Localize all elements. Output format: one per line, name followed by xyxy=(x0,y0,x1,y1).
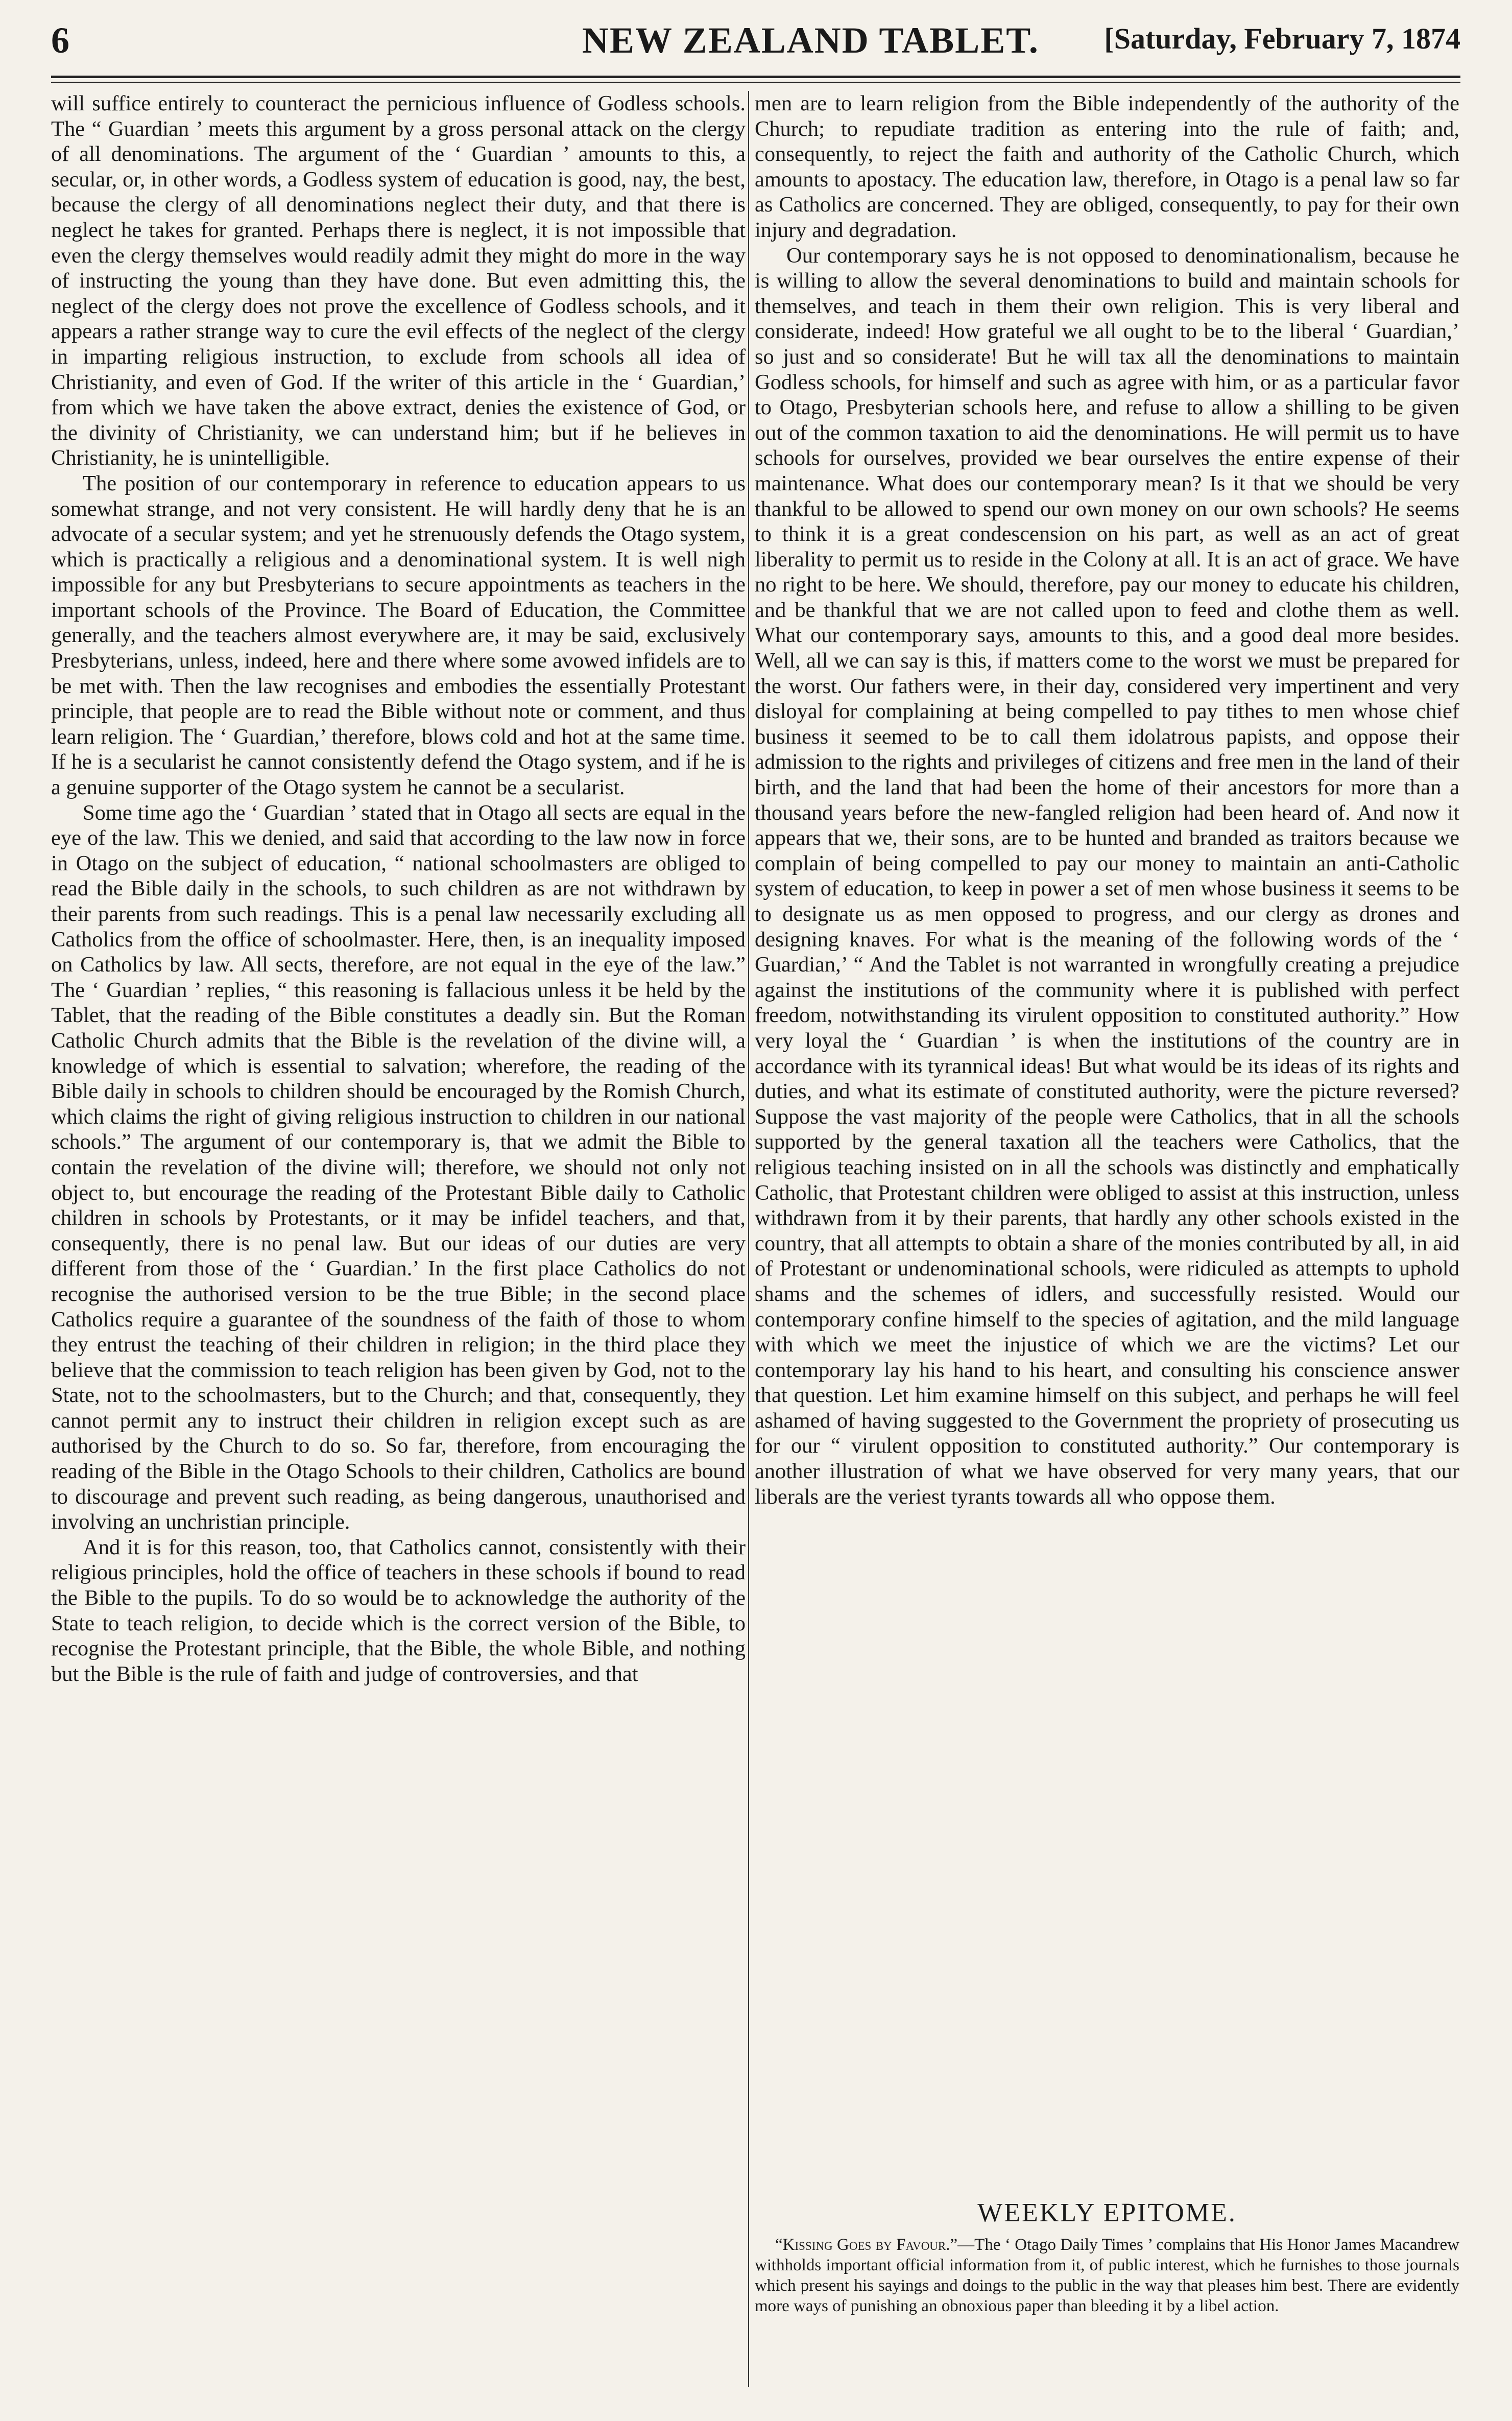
section-heading: WEEKLY EPITOME. xyxy=(977,2198,1237,2227)
article-paragraph: And it is for this reason, too, that Catholics cannot, consistently with their religious principles, hold the office of teachers in these schools if bound to read the Bible to the pupils. To do so would be to acknowledge the authority of the State to teach religion, to decide which is the correct version of the Bible, to recognise the Protestant principle, that the Bible, the whole Bible, and nothing but the Bible is the rule of faith and judge of controversies, and that xyxy=(51,1535,746,1686)
masthead-rule-thin xyxy=(51,82,1460,83)
epitome-item xyxy=(755,2235,1459,2316)
article-paragraph: Our contemporary says he is not opposed to denominationalism, because he is willing to allow the several denominations to build and maintain schools for themselves, and teach in them their own religion. This is very liberal and considerate, indeed! How grateful we all ought to be to the liberal ‘ Guardian,’ so just and so considerate! But he will tax all the denominations to maintain Godless schools, for himself and such as agree with him, or as a particular favor to Otago, Presbyterian schools here, and refuse to allow a shilling to be given out of the common taxation to aid the denominations. He will permit us to have schools for ourselves, provided we bear ourselves the entire expense of their maintenance. What does our contemporary mean? Is it that we should be very thankful to be allowed to spend our own money on our own schools? He seems to think it is a great condescension on his part, as well as an act of great liberality to permit us to reside in the Colony at all. It is an act of grace. We have no right to be here. We should, therefore, pay our money to educate his children, and be thankful that we are not called upon to feed and clothe them as well. What our contemporary says, amounts to this, and a good deal more besides. Well, all we can say is this, if matters come to the worst we must be prepared for the worst. Our fathers were, in their day, considered very impertinent and very disloyal for complaining at being compelled to pay tithes to men whose chief business it seemed to be to call them idolatrous papists, and oppose their admission to the rights and privileges of citizens and free men in the land of their birth, and the land that had been the home of their ancestors for more than a thousand years before the new-fangled religion had been heard of. And now it appears that we, their sons, are to be hunted and branded as traitors because we complain of being compelled to pay our money to maintain an anti-Catholic system of education, to keep in power a set of men whose business it seems to be to designate us as men opposed to progress, and our clergy as drones and designing knaves. For what is the meaning of the following words of the ‘ Guardian,’ “ And the Tablet is not warranted in wrongfully creating a prejudice against the institutions of the community where it is published with perfect freedom, notwithstanding its virulent opposition to constituted authority.” How very loyal the ‘ Guardian ’ is when the institutions of the country are in accordance with its tyrannical ideas! But what would be its ideas of its rights and duties, and what its estimate of constituted authority, were the picture reversed? Suppose the vast majority of the people were Catholics, that in all the schools supported by the general taxation all the teachers were Catholics, that the religious teaching insisted on in all the schools was distinctly and emphatically Catholic, that Protestant children were obliged to assist at this instruction, unless withdrawn from it by their parents, that hardly any other schools existed in the country, that all attempts to obtain a share of the monies contributed by all, in aid of Protestant or undenominational schools, were ridiculed as attempts to uphold shams and the schemes of idlers, and successfully resisted. Would our contemporary confine himself to the species of agitation, and the mild language with which we meet the injustice of which we are the victims? Let our contemporary lay his hand to his heart, and consulting his conscience answer that question. Let him examine himself on this subject, and perhaps he will feel ashamed of having suggested to the Government the propriety of prosecuting us for our “ virulent opposition to constituted authority.” Our contemporary is another illustration of what we have observed for very many years, that our liberals are the veriest tyrants towards all who oppose them. xyxy=(755,243,1459,1509)
left-column xyxy=(51,91,746,1687)
column-divider xyxy=(748,91,749,2387)
right-column xyxy=(755,91,1459,1509)
issue-date: [Saturday, February 7, 1874 xyxy=(1104,22,1460,55)
epitome-item-text: —The ‘ Otago Daily Times ’ complains that His Honor James Macandrew withholds important official information from it, of public interest, which he furnishes to those journals which present his sayings and doings to the public in the way that pleases him best. There are evidently more ways of punishing an obnoxious paper than bleeding it by a libel action. xyxy=(755,2236,1459,2315)
page-number: 6 xyxy=(51,20,69,61)
masthead-rule xyxy=(51,76,1460,78)
masthead xyxy=(51,15,1460,72)
article-paragraph: will suffice entirely to counteract the pernicious influence of Godless schools. The “ Guardian ’ meets this argument by a gross personal attack on the clergy of all denominations. The argument of the ‘ Guardian ’ amounts to this, a secular, or, in other words, a Godless system of education is good, nay, the best, because the clergy of all denominations neglect their duty, and that there is neglect he takes for granted. Perhaps there is neglect, it is not impossible that even the clergy themselves would readily admit they might do more in the way of instructing the young than they have done. But even admitting this, the neglect of the clergy does not prove the excellence of Godless schools, and it appears a rather strange way to cure the evil effects of the neglect of the clergy in imparting religious instruction, to exclude from schools all idea of Christianity, and even of God. If the writer of this article in the ‘ Guardian,’ from which we have taken the above extract, denies the existence of God, or the divinity of Christianity, we can understand him; but if he believes in Christianity, he is unintelligible. xyxy=(51,91,746,470)
article-paragraph: men are to learn religion from the Bible independently of the authority of the Church; to repudiate tradition as entering into the rule of faith; and, consequently, to reject the faith and authority of the Catholic Church, which amounts to apostacy. The education law, therefore, in Otago is a penal law so far as Catholics are concerned. They are obliged, consequently, to pay for their own injury and degradation. xyxy=(755,91,1459,242)
newspaper-title: NEW ZEALAND TABLET. xyxy=(582,20,1039,61)
article-paragraph: Some time ago the ‘ Guardian ’ stated that in Otago all sects are equal in the eye of the law. This we denied, and said that according to the law now in force in Otago on the subject of education, “ national schoolmasters are obliged to read the Bible daily in the schools, to such children as are not withdrawn by their parents from such readings. This is a penal law necessarily excluding all Catholics from the office of schoolmaster. Here, then, is an inequality imposed on Catholics by law. All sects, therefore, are not equal in the eye of the law.” The ‘ Guardian ’ replies, “ this reasoning is fallacious unless it be held by the Tablet, that the reading of the Bible constitutes a deadly sin. But the Roman Catholic Church admits that the Bible is the revelation of the divine will, a knowledge of which is essential to salvation; wherefore, the reading of the Bible daily in schools to children should be encouraged by the Romish Church, which claims the right of giving religious instruction to children in our national schools.” The argument of our contemporary is, that we admit the Bible to contain the revelation of the divine will; therefore, we should not only not object to, but encourage the reading of the Protestant Bible daily to Catholic children in schools by Protestants, or it may be infidel teachers, and that, consequently, there is no penal law. But our ideas of our duties are very different from those of the ‘ Guardian.’ In the first place Catholics do not recognise the authorised version to be the true Bible; in the second place Catholics require a guarantee of the soundness of the faith of those to whom they entrust the teaching of their children in religion; in the third place they believe that the commission to teach religion has been given by God, not to the State, not to the schoolmasters, but to the Church; and that, consequently, they cannot permit any to instruct their children in religion except such as are authorised by the Church to do so. So far, therefore, from encouraging the reading of the Bible in the Otago Schools to their children, Catholics are bound to discourage and prevent such reading, as being dangerous, unauthorised and involving an unchristian principle. xyxy=(51,800,746,1534)
article-paragraph: The position of our contemporary in reference to education appears to us somewhat strange, and not very consistent. He will hardly deny that he is an advocate of a secular system; and yet he strenuously defends the Otago system, which is practically a religious and a denominational system. It is well nigh impossible for any but Presbyterians to secure appointments as teachers in the important schools of the Province. The Board of Education, the Committee generally, and the teachers almost everywhere are, it may be said, exclusively Presbyterians, unless, indeed, here and there where some avowed infidels are to be met with. Then the law recognises and embodies the essentially Protestant principle, that people are to read the Bible without note or comment, and thus learn religion. The ‘ Guardian,’ therefore, blows cold and hot at the same time. If he is a secularist he cannot consistently defend the Otago system, and if he is a genuine supporter of the Otago system he cannot be a secularist. xyxy=(51,471,746,800)
weekly-epitome xyxy=(755,2235,1459,2316)
epitome-item-title: “Kissing Goes by Favour.” xyxy=(775,2236,958,2254)
